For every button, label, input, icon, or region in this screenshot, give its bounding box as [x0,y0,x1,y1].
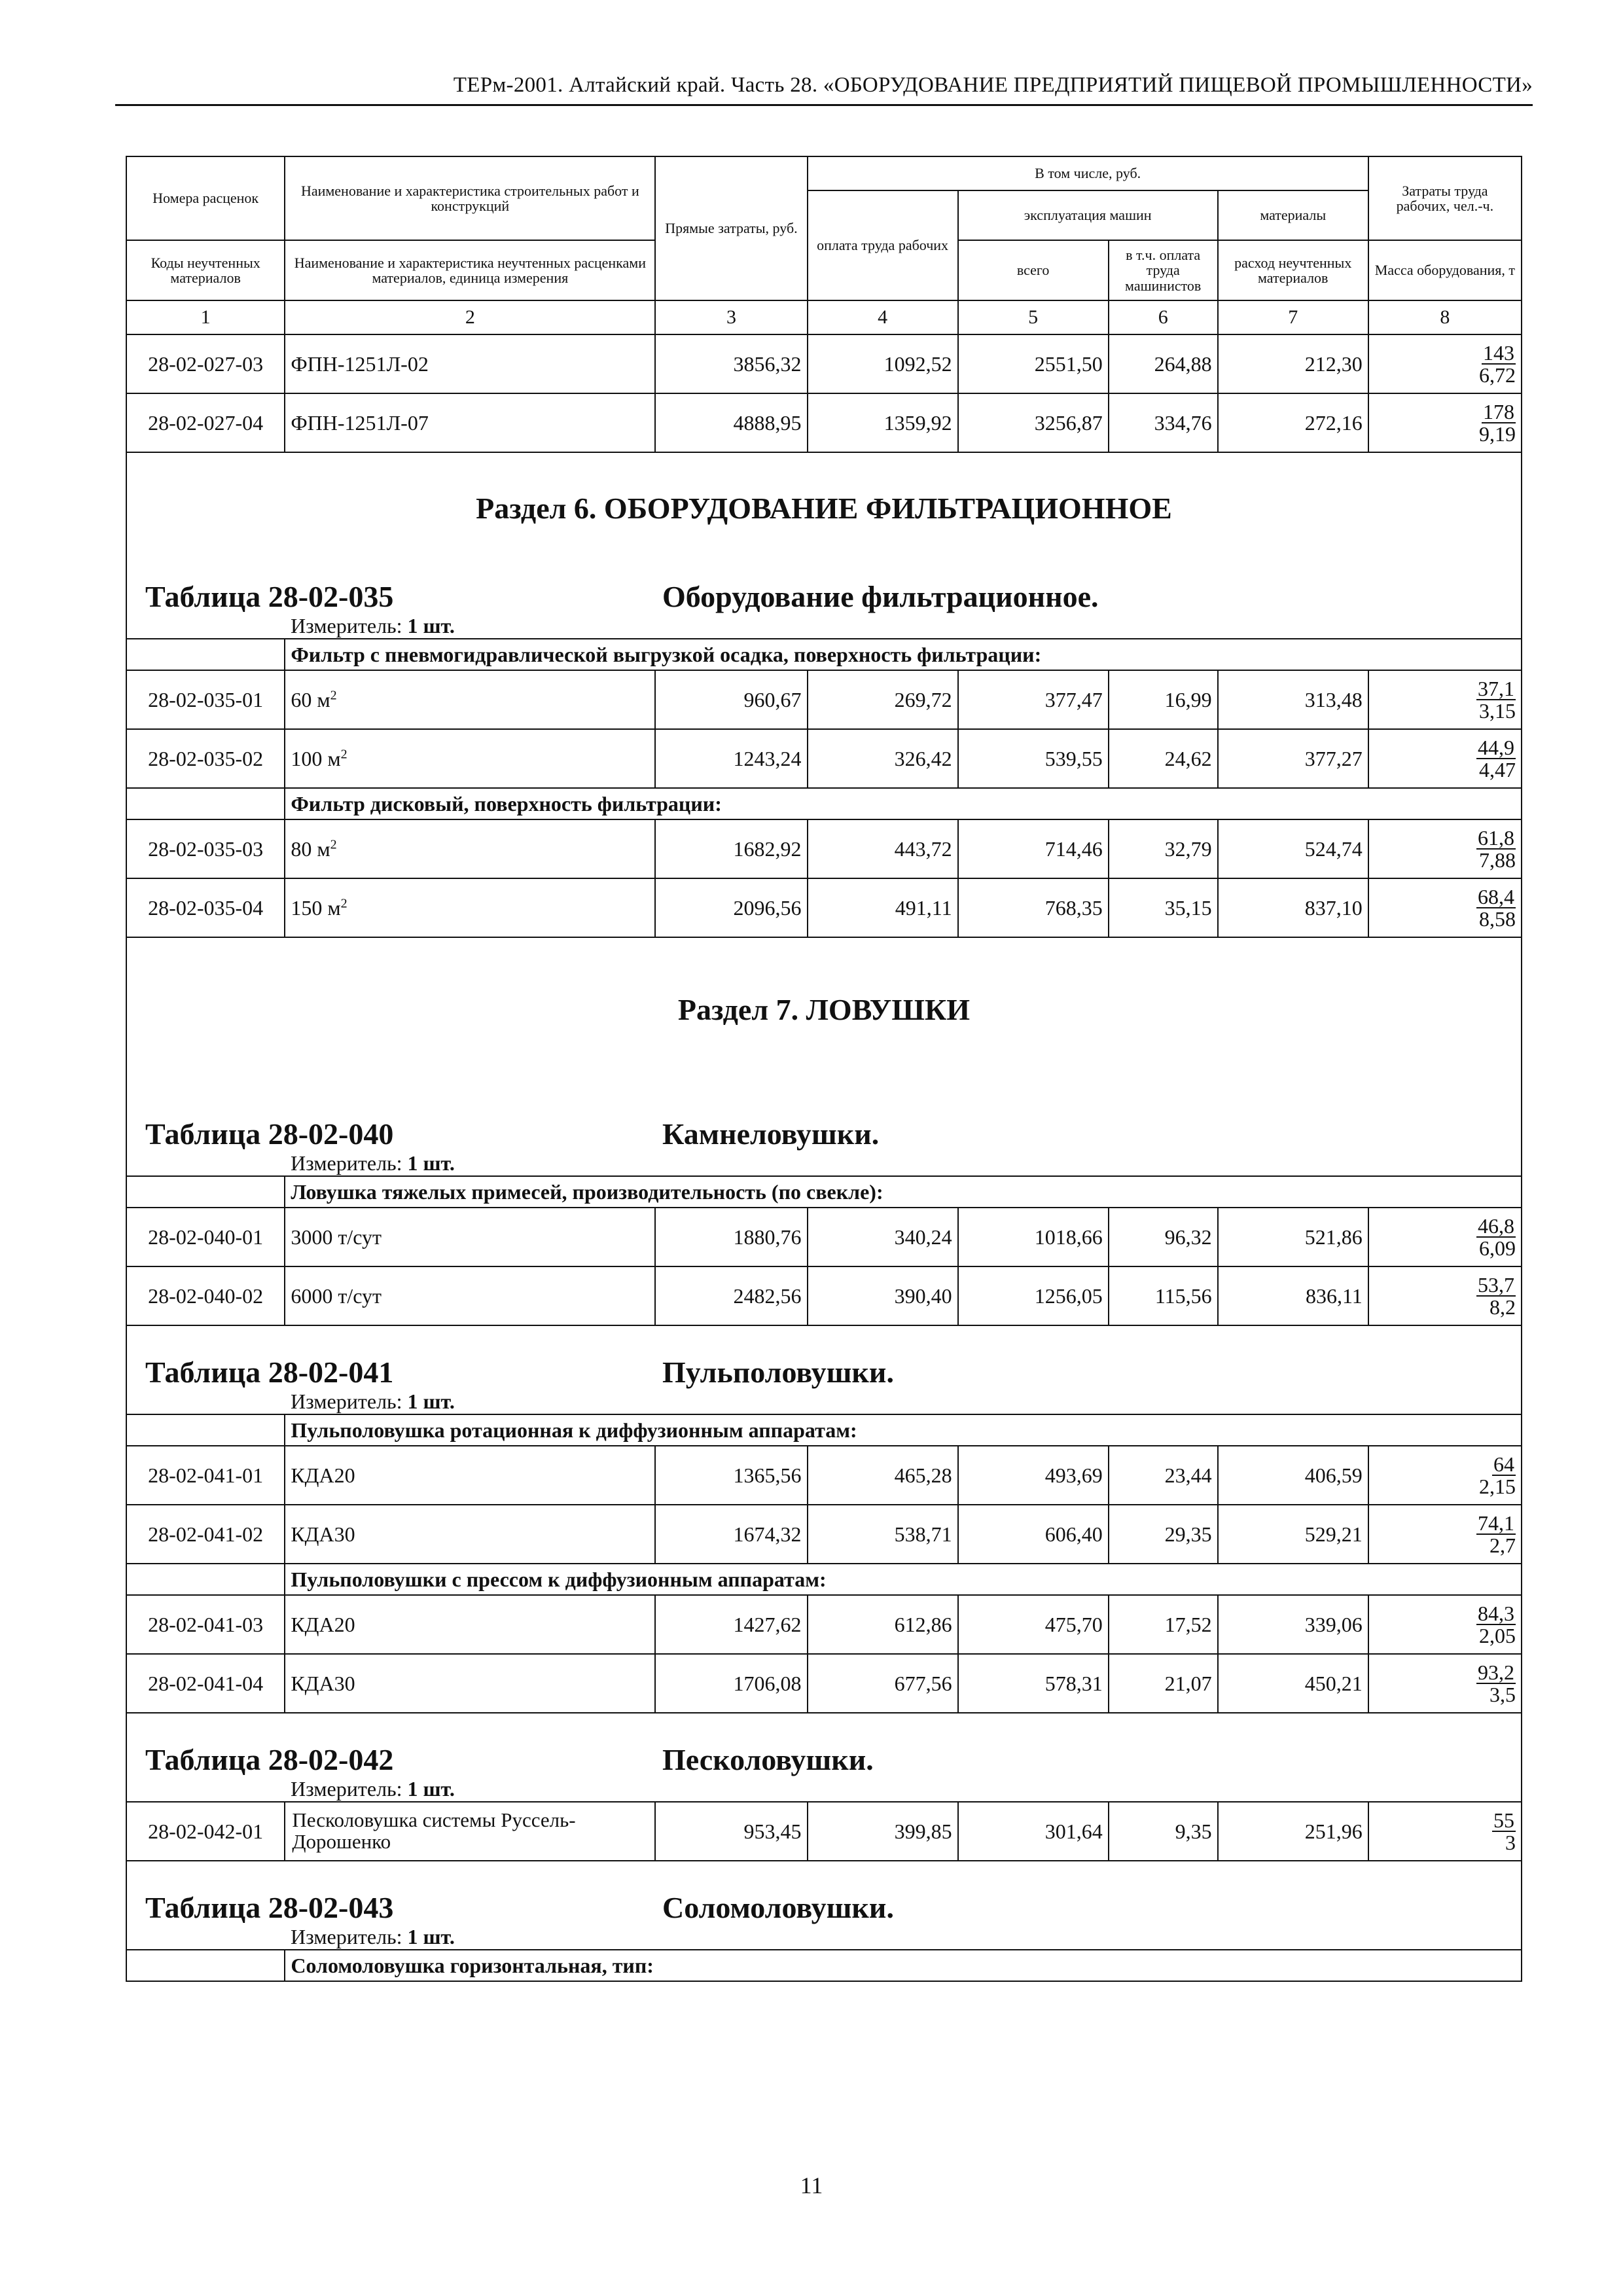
col-header-labor-pay: оплата труда рабочих [808,190,958,300]
machinist-pay: 32,79 [1109,819,1218,878]
item-name-text: 100 м [291,746,341,770]
group-title: Пульполовушка ротационная к диффузионным аппаратам: [285,1414,1522,1446]
rate-code: 28-02-042-01 [126,1802,285,1861]
table-title-block [126,1325,1522,1414]
materials-cost: 339,06 [1218,1595,1368,1654]
materials-cost: 836,11 [1218,1266,1368,1325]
labor-hours-value: 74,1 [1478,1511,1514,1535]
col-header-material-names: Наименование и характеристика неучтенных расценками материалов, единица измерения [285,240,655,300]
rate-code: 28-02-041-03 [126,1595,285,1654]
labor-pay: 390,40 [808,1266,958,1325]
table-name: Камнеловушки. [662,1117,880,1151]
labor-pay: 326,42 [808,729,958,788]
measure-unit [127,1390,1521,1414]
measure-unit [127,1925,1521,1949]
materials-cost: 521,86 [1218,1208,1368,1266]
item-name [285,1505,655,1564]
labor-hours-value: 61,8 [1478,826,1514,850]
rate-code: 28-02-027-03 [126,334,285,393]
mass-value: 7,88 [1479,848,1516,872]
machines-total: 539,55 [958,729,1109,788]
labor-pay: 538,71 [808,1505,958,1564]
unit-exponent: 2 [330,836,337,852]
table-title-block [126,564,1522,639]
col-header-direct: Прямые затраты, руб. [655,156,807,300]
materials-cost: 377,27 [1218,729,1368,788]
table-name: Оборудование фильтрационное. [662,580,1099,613]
item-name [285,670,655,729]
measure-label: Измеритель: [291,614,402,637]
table-id: Таблица 28-02-035 [145,580,394,613]
direct-cost: 2482,56 [655,1266,807,1325]
item-name [285,1654,655,1713]
mass-value: 8,58 [1479,907,1516,931]
machinist-pay: 23,44 [1109,1446,1218,1505]
rate-code: 28-02-041-02 [126,1505,285,1564]
machinist-pay: 334,76 [1109,393,1218,452]
table-name: Пульполовушки. [662,1355,894,1389]
item-name [285,1595,655,1654]
section-title: Раздел 7. ЛОВУШКИ [126,937,1522,1081]
labor-hours-value: 37,1 [1478,677,1514,700]
rate-code: 28-02-035-01 [126,670,285,729]
table-row [126,729,1522,788]
machinist-pay: 21,07 [1109,1654,1218,1713]
rate-code: 28-02-027-04 [126,393,285,452]
direct-cost: 1674,32 [655,1505,807,1564]
machinist-pay: 24,62 [1109,729,1218,788]
machinist-pay: 35,15 [1109,878,1218,937]
machinist-pay: 115,56 [1109,1266,1218,1325]
item-name-text: 6000 т/сут [291,1283,382,1308]
col-header-machines-total: всего [958,240,1109,300]
group-title: Пульполовушки с прессом к диффузионным аппаратам: [285,1564,1522,1595]
mass-value: 3 [1505,1831,1516,1854]
labor-hours-over-mass [1368,1595,1522,1654]
unit-exponent: 2 [330,687,337,702]
labor-pay: 612,86 [808,1595,958,1654]
rate-code: 28-02-035-04 [126,878,285,937]
column-numbers-row: 1 2 3 4 5 6 7 8 [126,300,1522,334]
table-name: Соломоловушки. [662,1891,894,1924]
materials-cost: 406,59 [1218,1446,1368,1505]
measure-label: Измеритель: [291,1925,402,1948]
measure-label: Измеритель: [291,1151,402,1175]
labor-hours-over-mass [1368,393,1522,452]
direct-cost: 1427,62 [655,1595,807,1654]
item-name [285,1802,655,1861]
table-row [126,878,1522,937]
table-row [126,1446,1522,1505]
rate-code: 28-02-041-01 [126,1446,285,1505]
item-name [285,878,655,937]
col-header-name: Наименование и характеристика строительных работ и конструкций [285,156,655,240]
labor-hours-over-mass [1368,1654,1522,1713]
direct-cost: 1243,24 [655,729,807,788]
labor-hours-value: 64 [1493,1452,1514,1476]
measure-value: 1 шт. [407,1390,455,1413]
rate-code: 28-02-040-02 [126,1266,285,1325]
item-name [285,393,655,452]
item-name-text: КДА20 [291,1612,355,1636]
labor-pay: 269,72 [808,670,958,729]
item-name-text: 60 м [291,687,330,711]
item-name-text: Песколовушка системы Руссель-Дорошенко [292,1808,576,1853]
labor-hours-value: 55 [1493,1808,1514,1832]
group-title: Соломоловушка горизонтальная, тип: [285,1950,1522,1981]
machines-total: 301,64 [958,1802,1109,1861]
measure-value: 1 шт. [407,1777,455,1801]
table-name: Песколовушки. [662,1743,874,1776]
measure-label: Измеритель: [291,1777,402,1801]
item-name-text: КДА30 [291,1671,355,1695]
item-name-text: ФПН-1251Л-02 [291,351,429,376]
col-header-material-codes: Коды неучтенных материалов [126,240,285,300]
unit-exponent: 2 [340,895,348,910]
labor-pay: 1092,52 [808,334,958,393]
labor-hours-over-mass [1368,1208,1522,1266]
page-number: 11 [800,2172,823,2198]
measure-unit [127,1777,1521,1801]
section-title: Раздел 6. ОБОРУДОВАНИЕ ФИЛЬТРАЦИОННОЕ [126,452,1522,564]
col-header-materials: материалы [1218,190,1368,240]
table-row [126,1595,1522,1654]
measure-unit [127,1151,1521,1175]
machines-total: 2551,50 [958,334,1109,393]
col-header-machines: эксплуатация машин [958,190,1218,240]
mass-value: 2,05 [1479,1624,1516,1647]
direct-cost: 1365,56 [655,1446,807,1505]
machines-total: 3256,87 [958,393,1109,452]
group-title: Фильтр с пневмогидравлической выгрузкой осадка, поверхность фильтрации: [285,639,1522,670]
labor-pay: 340,24 [808,1208,958,1266]
machines-total: 1256,05 [958,1266,1109,1325]
table-id: Таблица 28-02-040 [145,1117,394,1151]
materials-cost: 251,96 [1218,1802,1368,1861]
col-header-material-usage: расход неучтенных материалов [1218,240,1368,300]
labor-hours-over-mass [1368,878,1522,937]
measure-label: Измеритель: [291,1390,402,1413]
direct-cost: 4888,95 [655,393,807,452]
labor-hours-value: 143 [1483,341,1514,365]
col-header-machinist-pay: в т.ч. оплата труда машинистов [1109,240,1218,300]
rate-code: 28-02-035-02 [126,729,285,788]
item-name-text: КДА20 [291,1463,355,1487]
mass-value: 9,19 [1479,422,1516,446]
labor-pay: 1359,92 [808,393,958,452]
item-name [285,1446,655,1505]
machines-total: 606,40 [958,1505,1109,1564]
group-title: Фильтр дисковый, поверхность фильтрации: [285,788,1522,819]
table-title-block [126,1713,1522,1802]
table-row [126,393,1522,452]
materials-cost: 837,10 [1218,878,1368,937]
labor-hours-over-mass [1368,729,1522,788]
item-name [285,1266,655,1325]
mass-value: 6,72 [1479,363,1516,387]
measure-value: 1 шт. [407,614,455,637]
materials-cost: 272,16 [1218,393,1368,452]
machinist-pay: 29,35 [1109,1505,1218,1564]
col-header-incl: В том числе, руб. [808,156,1368,190]
machinist-pay: 9,35 [1109,1802,1218,1861]
labor-pay: 491,11 [808,878,958,937]
materials-cost: 450,21 [1218,1654,1368,1713]
rate-code: 28-02-040-01 [126,1208,285,1266]
item-name-text: 3000 т/сут [291,1225,382,1249]
item-name [285,334,655,393]
labor-pay: 399,85 [808,1802,958,1861]
table-row [126,1505,1522,1564]
rate-code: 28-02-041-04 [126,1654,285,1713]
machines-total: 493,69 [958,1446,1109,1505]
unit-exponent: 2 [340,746,348,761]
machinist-pay: 16,99 [1109,670,1218,729]
direct-cost: 1880,76 [655,1208,807,1266]
direct-cost: 3856,32 [655,334,807,393]
col-header-mass: Масса оборудования, т [1368,240,1522,300]
machinist-pay: 96,32 [1109,1208,1218,1266]
item-name-text: ФПН-1251Л-07 [291,410,429,435]
rate-code: 28-02-035-03 [126,819,285,878]
labor-hours-value: 46,8 [1478,1214,1514,1238]
labor-hours-value: 178 [1483,400,1514,423]
table-row [126,1654,1522,1713]
materials-cost: 313,48 [1218,670,1368,729]
mass-value: 6,09 [1479,1236,1516,1260]
labor-hours-over-mass [1368,819,1522,878]
item-name [285,1208,655,1266]
machines-total: 377,47 [958,670,1109,729]
table-row [126,670,1522,729]
labor-pay: 443,72 [808,819,958,878]
col-header-labor-hours: Затраты труда рабочих, чел.-ч. [1368,156,1522,240]
direct-cost: 1706,08 [655,1654,807,1713]
mass-value: 4,47 [1479,758,1516,781]
table-id: Таблица 28-02-041 [145,1355,394,1389]
labor-pay: 465,28 [808,1446,958,1505]
labor-hours-value: 93,2 [1478,1660,1514,1684]
mass-value: 2,15 [1479,1475,1516,1498]
machines-total: 1018,66 [958,1208,1109,1266]
item-name-text: 80 м [291,836,330,861]
measure-unit [127,614,1521,638]
measure-value: 1 шт. [407,1925,455,1948]
table-row [126,1266,1522,1325]
table-title-block [126,1081,1522,1176]
mass-value: 3,5 [1489,1683,1516,1706]
table-id: Таблица 28-02-042 [145,1743,394,1776]
item-name [285,819,655,878]
labor-hours-over-mass [1368,334,1522,393]
materials-cost: 529,21 [1218,1505,1368,1564]
machines-total: 768,35 [958,878,1109,937]
labor-hours-value: 84,3 [1478,1602,1514,1625]
machines-total: 578,31 [958,1654,1109,1713]
table-title-block [126,1861,1522,1950]
labor-hours-value: 44,9 [1478,736,1514,759]
labor-hours-value: 53,7 [1478,1273,1514,1297]
item-name-text: 150 м [291,895,341,920]
labor-hours-over-mass [1368,670,1522,729]
table-row [126,819,1522,878]
table-row [126,1802,1522,1861]
labor-pay: 677,56 [808,1654,958,1713]
labor-hours-over-mass [1368,1802,1522,1861]
mass-value: 8,2 [1489,1295,1516,1319]
item-name [285,729,655,788]
group-title: Ловушка тяжелых примесей, производительность (по свекле): [285,1176,1522,1208]
labor-hours-value: 68,4 [1478,885,1514,908]
col-header-codes: Номера расценок [126,156,285,240]
measure-value: 1 шт. [407,1151,455,1175]
direct-cost: 960,67 [655,670,807,729]
machinist-pay: 264,88 [1109,334,1218,393]
direct-cost: 1682,92 [655,819,807,878]
materials-cost: 524,74 [1218,819,1368,878]
mass-value: 3,15 [1479,699,1516,723]
direct-cost: 2096,56 [655,878,807,937]
labor-hours-over-mass [1368,1266,1522,1325]
direct-cost: 953,45 [655,1802,807,1861]
labor-hours-over-mass [1368,1505,1522,1564]
machinist-pay: 17,52 [1109,1595,1218,1654]
materials-cost: 212,30 [1218,334,1368,393]
table-id: Таблица 28-02-043 [145,1891,394,1924]
table-row [126,1208,1522,1266]
rates-table [126,156,1522,1982]
mass-value: 2,7 [1489,1534,1516,1557]
labor-hours-over-mass [1368,1446,1522,1505]
machines-total: 714,46 [958,819,1109,878]
table-row [126,334,1522,393]
item-name-text: КДА30 [291,1522,355,1546]
running-header: ТЕРм-2001. Алтайский край. Часть 28. «ОБОРУДОВАНИЕ ПРЕДПРИЯТИЙ ПИЩЕВОЙ ПРОМЫШЛЕННОСТИ» [115,73,1533,106]
machines-total: 475,70 [958,1595,1109,1654]
